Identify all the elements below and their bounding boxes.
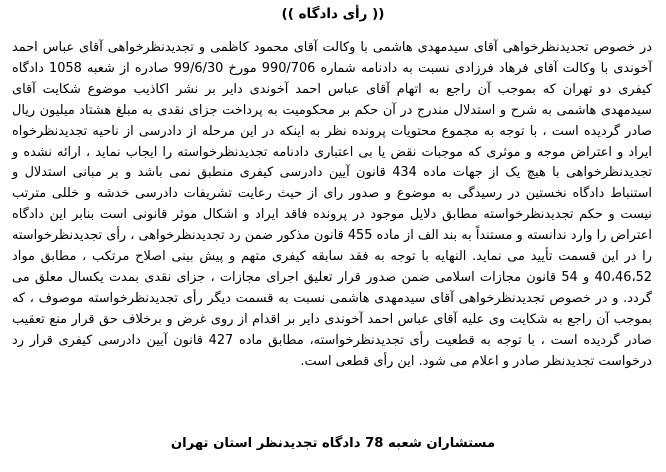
- court-signature: مستشاران شعبه 78 دادگاه تجدیدنظر استان تهران: [170, 436, 496, 451]
- verdict-body: در خصوص تجدیدنظرخواهی آقای سیدمهدی هاشمی با وکالت آقای محمود کاظمی و تجدیدنظرخواهی آقای عباس احمد آخوندی با وکالت آقای فرهاد فرزادی نسبت به دادنامه شماره 990/706 مورخ 99/6/30 صادره از شعبه 1058 دادگاه کیفری دو تهران که بموجب آن راجع به اتهام آقای عباس احمد آخوندی دایر بر نشر اکاذیب موضوع شکایت آقای سیدمهدی هاشمی به شرح و استدلال مندرج در آن حکم بر محکومیت به پرداخت جزای نقدی به مبلغ هشتاد میلیون ریال صادر گردیده است ، با توجه به مجموع محتویات پرونده نظر به اینکه در این مرحله از دادرسی از ناحیه تجدیدنظرخواه ایراد و اعتراض موجه و موثری که موجبات نقض یا بی اعتباری دادنامه تجدیدنظرخواسته را ایجاب نماید ، ارائه نشده و تجدیدنظرخواهی با هیچ یک از جهات ماده 434 قانون آیین دادرسی کیفری منطبق نمی باشد و بر مبانی استدلال و استنباط دادگاه نخستین در رسیدگی به موضوع و صدور رای از حیث رعایت تشریفات دادرسی خدشه و خللی مترتب نیست و حکم تجدیدنظرخواسته مطابق دلایل موجود در پرونده فاقد ایراد و اشکال موثر قانونی است بنابر این دادگاه اعتراض را وارد ندانسته و مستنداً به بند الف از ماده 455 قانون مذکور ضمن رد تجدیدنظرخواهی ، رأی تجدیدنظرخواسته را در این قسمت تأیید می نماید. النهایه با توجه به فقد سابقه کیفری متهم و پیش بینی اصلاح مرتکب ، مطابق مواد 40،46،52 و 54 قانون مجازات اسلامی ضمن صدور قرار تعلیق اجرای مجازات ، جزای نقدی بمدت یکسال معلق می گردد. و در خصوص تجدیدنظرخواهی آقای سیدمهدی هاشمی نسبت به قسمت دیگر رأی تجدیدنظرخواسته موصوف ، که بموجب آن راجع به شکایت وی علیه آقای عباس احمد آخوندی دایر بر اقدام از روی غرض و برخلاف حق قرار منع تعقیب صادر گردیده است ، با توجه به قطعیت رأی تجدیدنظرخواسته، مطابق ماده 427 قانون آیین دادرسی کیفری قرار رد درخواست تجدیدنظر صادر و اعلام می شود. این رأی قطعی است.: [12, 40, 653, 369]
- verdict-title: (( رأی دادگاه )): [281, 6, 385, 22]
